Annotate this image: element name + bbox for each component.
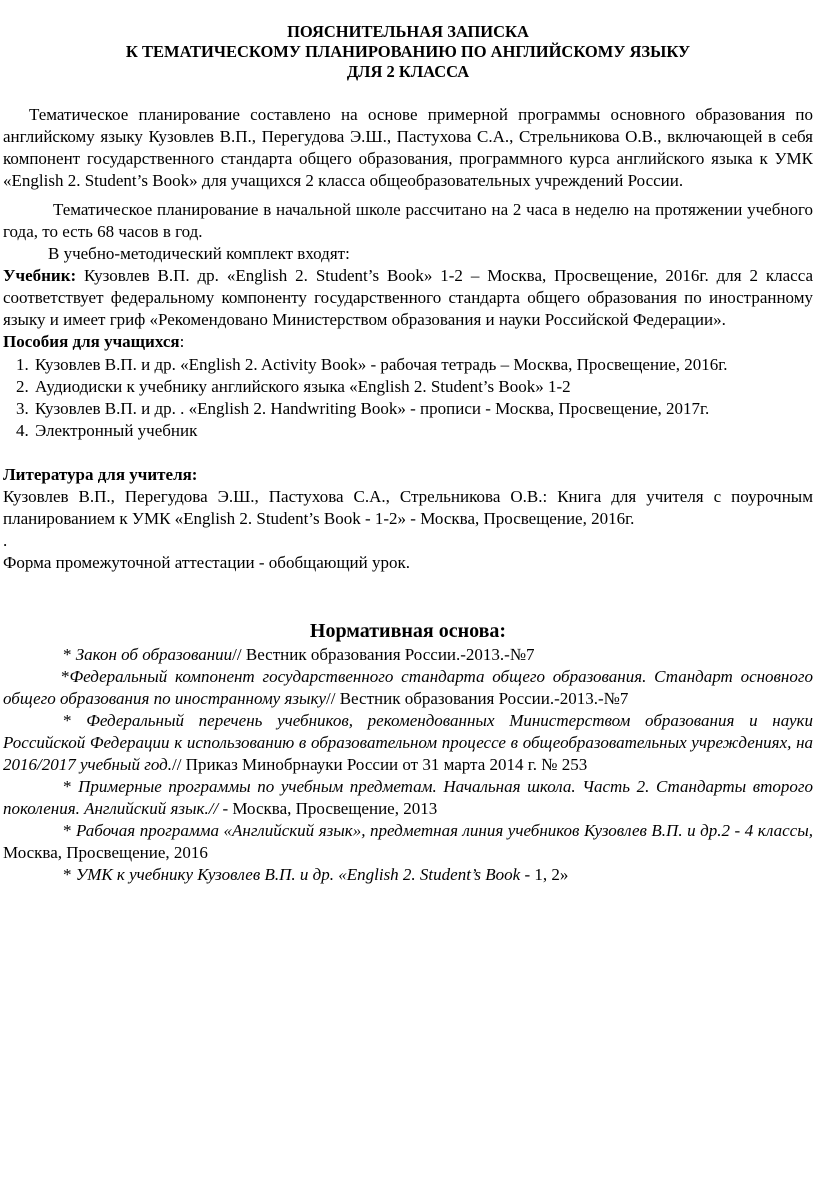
- normative-item-source: Москва, Просвещение, 2016: [3, 843, 208, 862]
- attestation-text: Форма промежуточной аттестации - обобщающий урок.: [3, 553, 410, 572]
- doc-title-line1: ПОЯСНИТЕЛЬНАЯ ЗАПИСКА: [287, 22, 529, 41]
- textbook-text: Кузовлев В.П. др. «English 2. Student’s Book» 1-2 – Москва, Просвещение, 2016г. для 2 класса соответствует федеральному компоненту государственного стандарта общего образования по иностранному языку и имеет гриф «Рекомендовано Министерством образования и науки Российской Федерации».: [3, 266, 813, 329]
- normative-item-source: // Вестник образования России.-2013.-№7: [232, 645, 535, 664]
- normative-item: [3, 666, 813, 710]
- list-item: 3. Кузовлев В.П. и др. . «English 2. Handwriting Book» - прописи - Москва, Просвещение, 2017г.: [33, 398, 813, 420]
- normative-item-title: Примерные программы по учебным предметам. Начальная школа. Часть 2. Стандарты второго поколения. Английский язык.//: [3, 777, 813, 818]
- bullet-star: *: [63, 865, 76, 884]
- doc-title-line2: К ТЕМАТИЧЕСКОМУ ПЛАНИРОВАНИЮ ПО АНГЛИЙСКОМУ ЯЗЫКУ: [125, 42, 691, 61]
- normative-item-title: Федеральный компонент государственного стандарта общего образования. Стандарт основного общего образования по иностранному языку: [3, 667, 813, 708]
- normative-item-title: УМК к учебнику Кузовлев В.П. и др. «English 2. Student’s Book: [75, 865, 521, 884]
- normative-item-source: - 1, 2»: [520, 865, 569, 884]
- teacher-lit-text: Кузовлев В.П., Перегудова Э.Ш., Пастухова С.А., Стрельникова О.В.: Книга для учителя с поурочным планированием к УМК «English 2. Student’s Book - 1-2» - Москва, Просвещение, 2016г.: [3, 487, 813, 528]
- intro-paragraph-2: Тематическое планирование в начальной школе рассчитано на 2 часа в неделю на протяжении учебного года, то есть 68 часов в год.: [3, 200, 813, 241]
- normative-item: [3, 776, 813, 820]
- normative-item-title: Федеральный перечень учебников, рекомендованных Министерством образования и науки Российской Федерации к использованию в образовательном процессе в общеобразовательных учреждениях, на 2016/2017 учебный год.: [3, 711, 813, 774]
- normative-item: [3, 864, 813, 886]
- teacher-lit-dot: .: [3, 531, 8, 550]
- teacher-lit-label: Литература для учителя:: [3, 465, 198, 484]
- bullet-star: *: [63, 711, 87, 730]
- bullet-star: *: [61, 667, 70, 686]
- aids-label: Пособия для учащихся: [3, 332, 180, 351]
- normative-item-source: // Вестник образования России.-2013.-№7: [326, 689, 629, 708]
- normative-item: [3, 644, 813, 666]
- normative-item-title: Закон об образовании: [75, 645, 233, 664]
- list-item: 2. Аудиодиски к учебнику английского языка «English 2. Student’s Book» 1-2: [33, 376, 813, 398]
- teacher-lit-heading: [3, 464, 813, 486]
- normative-item-title: Рабочая программа «Английский язык», предметная линия учебников Кузовлев В.П. и др.2 - 4 классы,: [76, 821, 813, 840]
- normative-item: [3, 710, 813, 776]
- normative-item-source: // Приказ Минобрнауки России от 31 марта 2014 г. № 253: [171, 755, 588, 774]
- doc-title-line3: ДЛЯ 2 КЛАССА: [346, 62, 470, 81]
- bullet-star: *: [63, 777, 79, 796]
- normative-title: Нормативная основа:: [309, 620, 507, 642]
- textbook-paragraph: [3, 265, 813, 331]
- aids-heading: [3, 331, 813, 353]
- intro-paragraph-3: В учебно-методический комплект входят:: [48, 244, 350, 263]
- list-item: 4. Электронный учебник: [33, 420, 813, 442]
- aids-list: [3, 354, 813, 442]
- normative-item-source: - Москва, Просвещение, 2013: [218, 799, 438, 818]
- textbook-label: Учебник:: [3, 266, 77, 285]
- bullet-star: *: [63, 645, 76, 664]
- list-item: 1. Кузовлев В.П. и др. «English 2. Activity Book» - рабочая тетрадь – Москва, Просвещение, 2016г.: [33, 354, 813, 376]
- bullet-star: *: [63, 821, 77, 840]
- aids-colon: :: [179, 332, 185, 351]
- intro-paragraph-1: Тематическое планирование составлено на основе примерной программы основного образования по английскому языку Кузовлев В.П., Перегудова Э.Ш., Пастухова С.А., Стрельникова О.В., включающей в себя компонент государственного стандарта общего образования, программного курса английского языка к УМК «English 2. Student’s Book» для учащихся 2 класса общеобразовательных учреждений России.: [3, 105, 813, 190]
- normative-item: [3, 820, 813, 864]
